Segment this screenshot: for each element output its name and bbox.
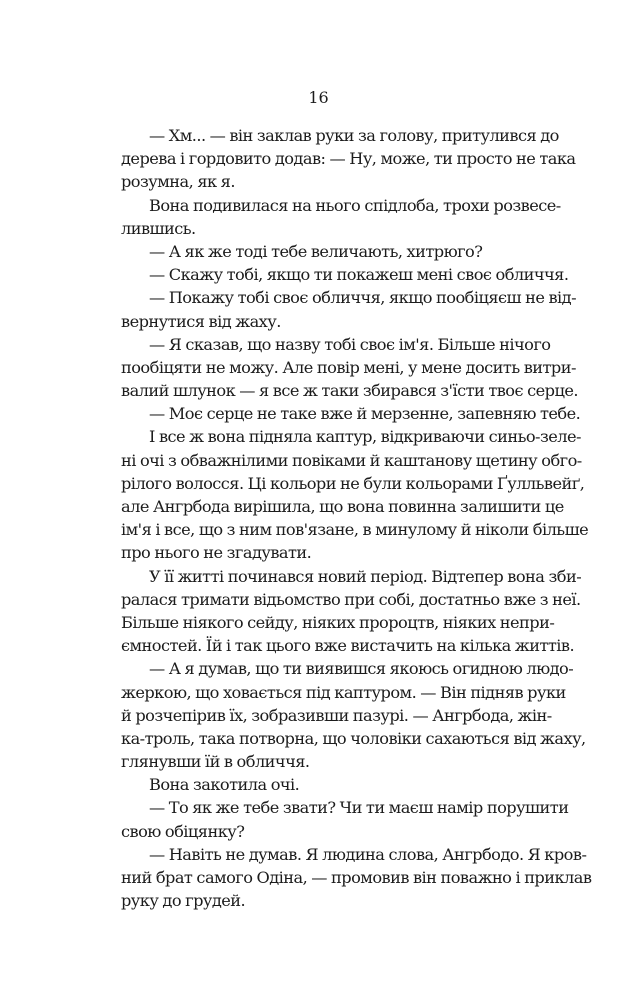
text-line: про нього не згадувати. bbox=[121, 543, 312, 563]
text-line: І все ж вона підняла каптур, відкриваючи синьо-зеле- bbox=[149, 427, 581, 447]
text-line: рілого волосся. Ці кольори не були кольорами Ґулльвейґ, bbox=[121, 473, 585, 493]
text-line: — А я думав, що ти виявишся якоюсь огидною людо- bbox=[149, 659, 574, 679]
text-line: але Ангрбода вирішила, що вона повинна залишити це bbox=[121, 497, 564, 516]
text-line: жеркою, що ховається під каптуром. — Він підняв руки bbox=[121, 682, 566, 702]
text-line: вернутися від жаху. bbox=[121, 311, 281, 331]
text-line: розумна, як я. bbox=[121, 172, 235, 192]
text-line: — А як же тоді тебе величають, хитрюго? bbox=[149, 241, 483, 261]
text-line: — Я сказав, що назву тобі своє ім'я. Більше нічого bbox=[149, 334, 551, 354]
body-text bbox=[121, 124, 592, 912]
text-line: Більше ніякого сейду, ніяких пророцтв, ніяких непри- bbox=[121, 612, 555, 632]
page-number: 16 bbox=[308, 88, 329, 107]
text-line: дерева і гордовито додав: — Ну, може, ти просто не така bbox=[121, 149, 576, 169]
text-line: ім'я і все, що з ним пов'язане, в минулому й ніколи більше bbox=[121, 520, 589, 540]
text-line: ка-троль, така потворна, що чоловіки сахаються від жаху, bbox=[121, 728, 586, 748]
text-line: — Навіть не думав. Я людина слова, Ангрбодо. Я кров- bbox=[149, 844, 587, 864]
text-line: ний брат самого Одіна, — промовив він поважно і приклав bbox=[121, 868, 592, 887]
text-line: Вона закотила очі. bbox=[149, 775, 300, 795]
text-line: валий шлунок — я все ж таки збирався з'їсти твоє серце. bbox=[121, 381, 578, 401]
text-line: лившись. bbox=[121, 218, 196, 238]
text-line: й розчепірив їх, зобразивши пазурі. — Ангрбода, жін- bbox=[121, 705, 552, 725]
text-line: — То як же тебе звати? Чи ти маєш намір порушити bbox=[149, 798, 569, 818]
text-line: глянувши їй в обличчя. bbox=[121, 752, 310, 772]
text-line: пообіцяти не можу. Але повір мені, у мене досить витри- bbox=[121, 357, 576, 377]
text-line: ємностей. Їй і так цього вже вистачить на кілька життів. bbox=[121, 636, 575, 656]
text-line: — Моє серце не таке вже й мерзенне, запевняю тебе. bbox=[149, 404, 581, 424]
text-line: свою обіцянку? bbox=[121, 821, 245, 841]
text-line: ралася тримати відьомство при собі, достатньо вже з неї. bbox=[121, 589, 581, 609]
text-line: руку до грудей. bbox=[121, 891, 246, 911]
text-line: — Скажу тобі, якщо ти покажеш мені своє обличчя. bbox=[149, 265, 569, 285]
text-line: У її житті починався новий період. Відтепер вона зби- bbox=[149, 566, 582, 586]
text-line: Вона подивилася на нього спідлоба, трохи розвесе- bbox=[149, 195, 561, 215]
text-line: — Покажу тобі своє обличчя, якщо пообіцяєш не від- bbox=[149, 288, 576, 308]
text-line: — Хм... — він заклав руки за голову, притулився до bbox=[149, 126, 559, 145]
text-line: ні очі з обважнілими повіками й каштанову щетину обго- bbox=[121, 450, 582, 470]
